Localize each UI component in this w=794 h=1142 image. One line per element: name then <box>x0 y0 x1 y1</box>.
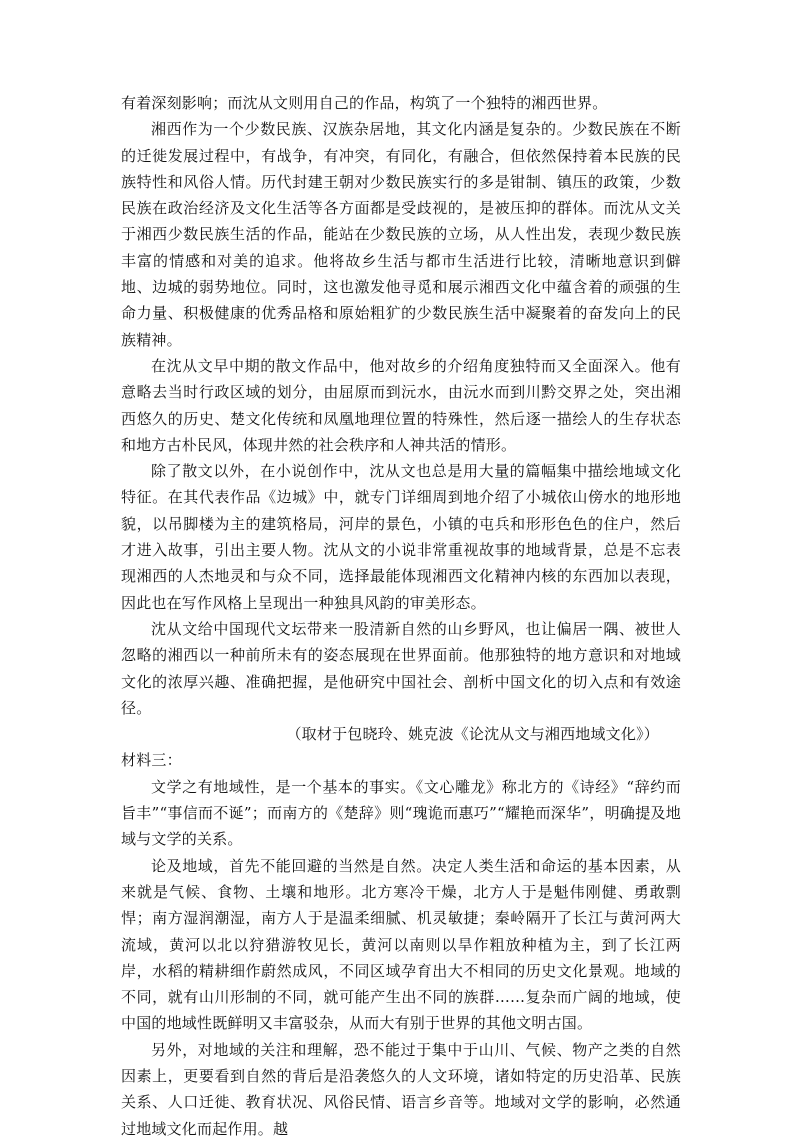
paragraph-nature-factors: 论及地域，首先不能回避的当然是自然。决定人类生活和命运的基本因素，从来就是气候、食物、土壤和地形。北方寒冷干燥，北方人于是魁伟刚健、勇敢剽悍；南方湿润潮湿，南方人于是温柔细腻、机灵敏捷；秦岭隔开了长江与黄河两大流域，黄河以北以狩猎游牧见长，黄河以南则以旱作粗放种植为主，到了长江两岸，水稻的精耕细作蔚然成风，不同区域孕育出大不相同的历史文化景观。地域的不同，就有山川形制的不同，就可能产生出不同的族群……复杂而广阔的地域，使中国的地域性既鲜明又丰富驳杂，从而大有别于世界的其他文明古国。 <box>121 856 681 1033</box>
paragraph-prose-works: 在沈从文早中期的散文作品中，他对故乡的介绍角度独特而又全面深入。他有意略去当时行政区域的划分，由屈原而到沅水，由沅水而到川黔交界之处，突出湘西悠久的历史、楚文化传统和凤凰地理位置的特殊性，然后逐一描绘人的生存状态和地方古朴民风，体现井然的社会秩序和人神共活的情形。 <box>121 356 681 454</box>
paragraph-cultural-environment: 另外，对地域的关注和理解，恐不能过于集中于山川、气候、物产之类的自然因素上，更要看到自然的背后是沿袭悠久的人文环境，诸如特定的历史沿革、民族关系、人口迁徙、教育状况、风俗民情、语言乡音等。地域对文学的影响，必然通过地域文化而起作用。越 <box>121 1040 681 1138</box>
paragraph-contribution: 沈从文给中国现代文坛带来一股清新自然的山乡野风，也让偏居一隅、被世人忽略的湘西以一种前所未有的姿态展现在世界面前。他那独特的地方意识和对地域文化的浓厚兴趣、准确把握，是他研究中国社会、剖析中国文化的切入点和有效途径。 <box>121 619 681 717</box>
paragraph-fiction-works: 除了散文以外，在小说创作中，沈从文也总是用大量的篇幅集中描绘地域文化特征。在其代表作品《边城》中，就专门详细周到地介绍了小城依山傍水的地形地貌，以吊脚楼为主的建筑格局，河岸的景色，小镇的屯兵和形形色色的住户，然后才进入故事，引出主要人物。沈从文的小说非常重视故事的地域背景，总是不忘表现湘西的人杰地灵和与众不同，选择最能体现湘西文化精神内核的东西加以表现，因此也在写作风格上呈现出一种独具风韵的审美形态。 <box>121 462 681 612</box>
paragraph-xiangxi-culture: 湘西作为一个少数民族、汉族杂居地，其文化内涵是复杂的。少数民族在不断的迁徙发展过程中，有战争，有冲突，有同化，有融合，但依然保持着本民族的民族特性和风俗人情。历代封建王朝对少数民族实行的多是钳制、镇压的政策，少数民族在政治经济及文化生活等各方面都是受歧视的，是被压抑的群体。而沈从文关于湘西少数民族生活的作品，能站在少数民族的立场，从人性出发，表现少数民族丰富的情感和对美的追求。他将故乡生活与都市生活进行比较，清晰地意识到僻地、边城的弱势地位。同时，这也激发他寻觅和展示湘西文化中蕴含着的顽强的生命力量、积极健康的优秀品格和原始粗犷的少数民族生活中凝聚着的奋发向上的民族精神。 <box>121 120 681 349</box>
paragraph-regional-literature: 文学之有地域性，是一个基本的事实。《文心雕龙》称北方的《诗经》“辞约而旨丰”“事信而不诞”；而南方的《楚辞》则“瑰诡而惠巧”“耀艳而深华”，明确提及地域与文学的关系。 <box>121 777 681 849</box>
material-three-heading: 材料三： <box>121 751 182 770</box>
document-page <box>121 90 681 1142</box>
source-citation: （取材于包晓玲、姚克波《论沈从文与湘西地域文化》） <box>286 725 659 744</box>
paragraph-continuation: 有着深刻影响；而沈从文则用自己的作品，构筑了一个独特的湘西世界。 <box>121 94 608 112</box>
